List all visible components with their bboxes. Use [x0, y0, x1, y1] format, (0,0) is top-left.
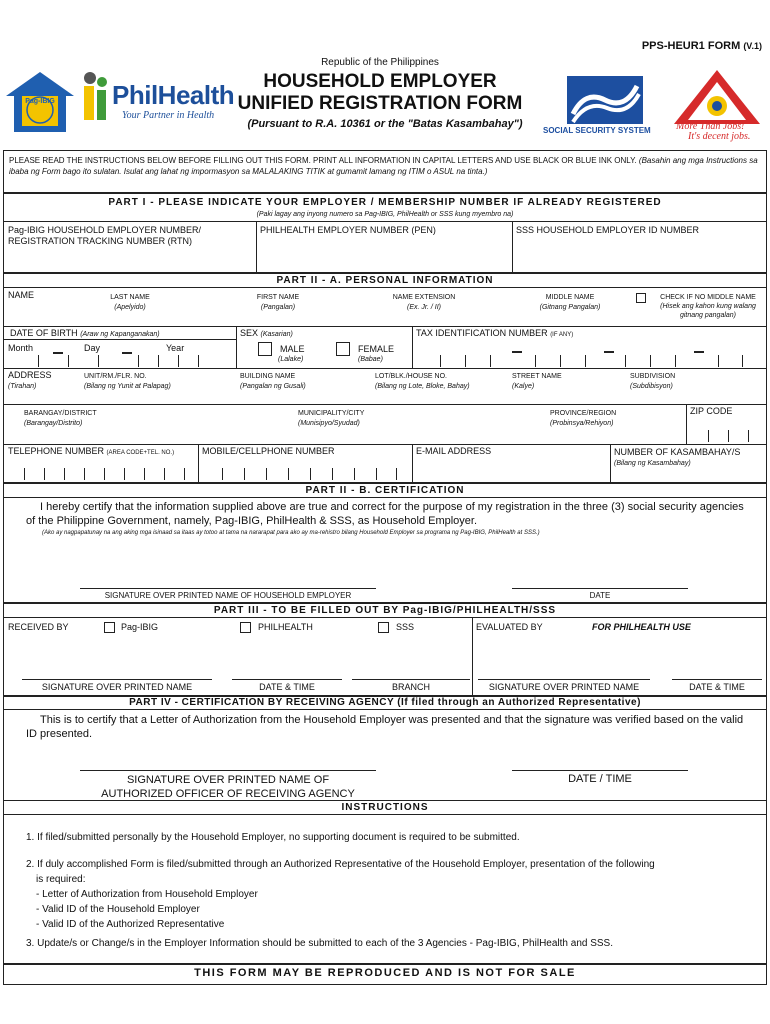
title-line2: UNIFIED REGISTRATION FORM: [237, 93, 523, 114]
part4-text: This is to certify that a Letter of Authorization from the Household Employer was presented and that the signature was verified based on the valid ID presented.: [26, 714, 744, 740]
zip-label: ZIP CODE: [690, 406, 733, 416]
instruction-item-3: 3. Update/s or Change/s in the Employer Information should be submitted to each of the 3 Agencies - Pag-IBIG, PhilHealth and SSS.: [26, 938, 614, 949]
certification-text-fil: (Ako ay nagpapatunay na ang aking mga isinaad sa itaas ay totoo at tama na nararapat para ako ay ma-rehistro bilang Household Employer sa programa ng Pag-IBIG, PhilHealth at SSS.): [42, 530, 540, 536]
received-by-label: RECEIVED BY: [8, 622, 69, 632]
employer-signature-field[interactable]: [80, 560, 376, 587]
received-sss-checkbox[interactable]: [378, 622, 389, 633]
no-middle-name-label: CHECK IF NO MIDDLE NAME (Hisek ang kahon kung walang gitnang pangalan): [660, 294, 756, 319]
sex-label: SEX (Kasarian): [240, 328, 293, 338]
pagibig-number-input[interactable]: [4, 250, 254, 270]
officer-date-label: DATE / TIME: [568, 773, 632, 785]
dole-slogan: More Than Jobs! It's decent jobs.: [676, 121, 751, 142]
philhealth-tagline: Your Partner in Health: [122, 110, 215, 121]
instructions-header: INSTRUCTIONS: [341, 802, 429, 813]
evaluated-by-label: EVALUATED BY: [476, 622, 543, 632]
form-code: PPS-HEUR1 FORM (V.1): [641, 40, 762, 52]
name-label: NAME: [8, 290, 35, 300]
sss-number-label: SSS HOUSEHOLD EMPLOYER ID NUMBER: [516, 225, 700, 235]
male-label: MALE: [280, 344, 305, 354]
last-name-label: LAST NAME (Apelyido): [110, 294, 150, 311]
name-extension-label: NAME EXTENSION (Ex. Jr. / II): [392, 294, 456, 311]
employer-signature-label: SIGNATURE OVER PRINTED NAME OF HOUSEHOLD EMPLOYER: [104, 591, 352, 600]
middle-name-label: MIDDLE NAME (Gitnang Pangalan): [539, 294, 601, 311]
mobile-input[interactable]: [200, 458, 410, 481]
building-label: BUILDING NAME (Pangalan ng Gusali): [240, 373, 306, 390]
employer-date-label: DATE: [589, 591, 611, 600]
philhealth-number-label: PHILHEALTH EMPLOYER NUMBER (PEN): [260, 225, 436, 235]
philhealth-number-input[interactable]: [258, 250, 510, 270]
philhealth-use-label: FOR PHILHEALTH USE: [592, 622, 691, 632]
dob-day-label: Day: [84, 343, 101, 353]
received-pagibig-label: Pag-IBIG: [121, 622, 159, 632]
footer-notice: THIS FORM MAY BE REPRODUCED AND IS NOT FOR SALE: [194, 967, 576, 979]
street-label: STREET NAME (Kalye): [512, 373, 562, 390]
received-philhealth-label: PHILHEALTH: [258, 622, 313, 632]
kasambahay-label: NUMBER OF KASAMBAHAY/S (Bilang ng Kasambahay): [614, 447, 741, 467]
received-philhealth-checkbox[interactable]: [240, 622, 251, 633]
received-sss-label: SSS: [396, 622, 415, 632]
zip-input[interactable]: [688, 418, 766, 443]
sss-name: SOCIAL SECURITY SYSTEM: [543, 126, 651, 135]
instruction-item-2: 2. If duly accomplished Form is filed/submitted through an Authorized Representative of the Household Employer, presentation of the following is required: - Letter of Authorization from Household Employer - Valid ID of the Household Employer - Valid ID of the Authorized Representative: [26, 859, 655, 930]
title-line1: HOUSEHOLD EMPLOYER: [263, 71, 497, 92]
telephone-input[interactable]: [4, 458, 197, 481]
received-pagibig-checkbox[interactable]: [104, 622, 115, 633]
female-label: FEMALE: [358, 344, 395, 354]
evaluator-date-label: DATE & TIME: [689, 682, 745, 692]
tin-input[interactable]: [414, 341, 766, 367]
receiver-branch-label: BRANCH: [391, 682, 430, 692]
female-checkbox[interactable]: [336, 342, 350, 356]
male-checkbox[interactable]: [258, 342, 272, 356]
receiver-signature-label: SIGNATURE OVER PRINTED NAME: [41, 682, 193, 692]
instruction-item-1: 1. If filed/submitted personally by the Household Employer, no supporting document is required to be submitted.: [26, 832, 520, 843]
dob-input[interactable]: [4, 341, 234, 367]
dob-label: DATE OF BIRTH (Araw ng Kapanganakan): [10, 328, 160, 338]
sss-logo: [565, 74, 645, 126]
tin-label: TAX IDENTIFICATION NUMBER (IF ANY): [416, 328, 574, 338]
part4-header: PART IV - CERTIFICATION BY RECEIVING AGENCY (If filed through an Authorized Representative): [129, 697, 641, 708]
officer-signature-label: SIGNATURE OVER PRINTED NAME OF AUTHORIZED OFFICER OF RECEIVING AGENCY: [101, 774, 355, 800]
dole-logo: [672, 68, 762, 126]
pagibig-logo-text: Pag-IBIG: [25, 98, 55, 105]
evaluator-signature-label: SIGNATURE OVER PRINTED NAME: [488, 682, 640, 692]
receiver-date-label: DATE & TIME: [259, 682, 315, 692]
general-instructions: PLEASE READ THE INSTRUCTIONS BELOW BEFORE FILLING OUT THIS FORM. PRINT ALL INFORMATION IN CAPITAL LETTERS AND USE BLACK OR BLUE INK ONLY. (Basahin ang mga Instructions sa ibaba ng Form bago ito sulatan. Isulat ang lahat ng impormasyon sa MALALAKING TITIK at gumamit lamang ng ITIM o ASUL na tinta.): [9, 156, 758, 176]
no-middle-name-checkbox[interactable]: [636, 293, 646, 303]
barangay-label: BARANGAY/DISTRICT (Barangay/Distrito): [24, 410, 97, 427]
sss-number-input[interactable]: [514, 250, 766, 270]
part1-header: PART I - PLEASE INDICATE YOUR EMPLOYER / MEMBERSHIP NUMBER IF ALREADY REGISTERED: [108, 197, 662, 208]
subdivision-label: SUBDIVISION (Subdibisyon): [630, 373, 676, 390]
pagibig-number-label: Pag-IBIG HOUSEHOLD EMPLOYER NUMBER/ REGISTRATION TRACKING NUMBER (RTN): [8, 225, 202, 246]
part2b-header: PART II - B. CERTIFICATION: [305, 485, 465, 496]
first-name-label: FIRST NAME (Pangalan): [256, 294, 300, 311]
pagibig-logo: [4, 70, 76, 134]
province-label: PROVINCE/REGION (Probinsya/Rehiyon): [550, 410, 617, 427]
email-input[interactable]: [414, 458, 608, 481]
certification-text: I hereby certify that the information supplied above are true and correct for the purpose of my registration in the three (3) social security agencies of the Philippine Government, namely, Pag-IBIG, PhilHealth & SSS, as Household Employer.: [26, 501, 744, 527]
part1-sub: (Paki lagay ang inyong numero sa Pag-IBIG, PhilHealth or SSS kung myembro na): [256, 211, 514, 218]
kasambahay-input[interactable]: [612, 470, 766, 481]
philhealth-logo: [80, 70, 235, 126]
philhealth-name: PhilHealth: [112, 80, 235, 110]
unit-label: UNIT/RM./FLR. NO. (Bilang ng Yunit at Palapag): [84, 373, 171, 390]
email-label: E-MAIL ADDRESS: [416, 446, 492, 456]
dob-month-label: Month: [8, 343, 34, 353]
male-label-fil: (Lalake): [278, 356, 304, 363]
dob-year-label: Year: [166, 343, 185, 353]
part3-header: PART III - TO BE FILLED OUT BY Pag-IBIG/PHILHEALTH/SSS: [213, 605, 557, 616]
telephone-label: TELEPHONE NUMBER (AREA CODE+TEL. NO.): [8, 446, 175, 456]
female-label-fil: (Babae): [358, 356, 383, 363]
employer-date-field[interactable]: [512, 560, 688, 587]
subtitle: (Pursuant to R.A. 10361 or the "Batas Kasambahay"): [247, 118, 523, 130]
republic-text: Republic of the Philippines: [321, 57, 439, 68]
lot-label: LOT/BLK./HOUSE NO. (Bilang ng Lote, Bloke, Bahay): [375, 373, 470, 390]
address-label: ADDRESS (Tirahan): [8, 370, 52, 390]
municipality-label: MUNICIPALITY/CITY (Munisipyo/Syudad): [298, 410, 365, 427]
part2a-header: PART II - A. PERSONAL INFORMATION: [276, 275, 494, 286]
mobile-label: MOBILE/CELLPHONE NUMBER: [202, 446, 335, 456]
